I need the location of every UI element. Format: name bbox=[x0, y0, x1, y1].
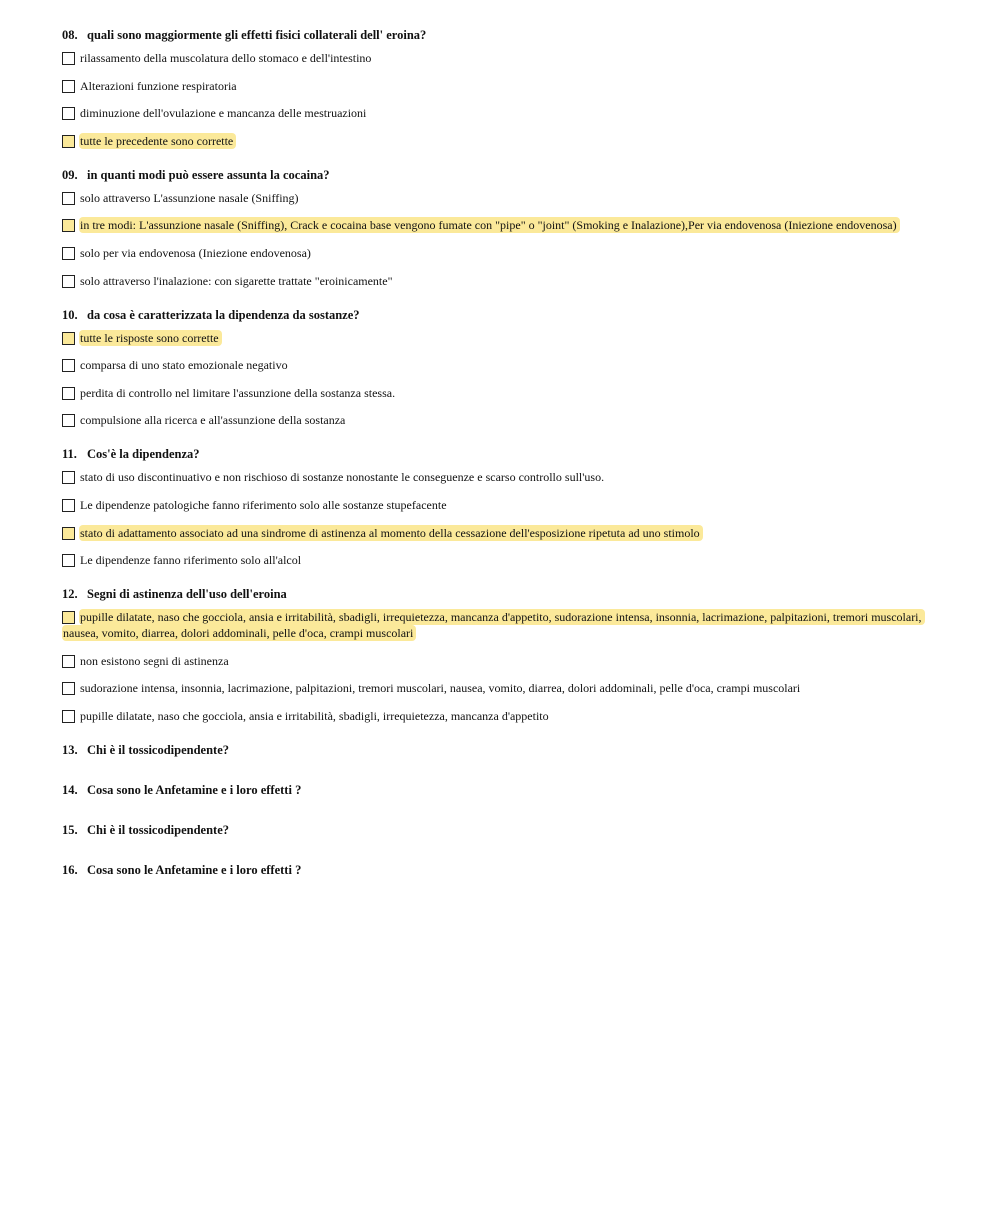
answer-checkbox[interactable] bbox=[62, 219, 75, 232]
question-block bbox=[62, 306, 942, 429]
answer-option[interactable] bbox=[62, 105, 942, 121]
answer-checkbox[interactable] bbox=[62, 332, 75, 345]
answer-checkbox[interactable] bbox=[62, 611, 75, 624]
answer-checkbox[interactable] bbox=[62, 135, 75, 148]
question-block bbox=[62, 26, 942, 149]
answer-label: stato di adattamento associato ad una sindrome di astinenza al momento della cessazione dell'esposizione ripetuta ad uno stimolo bbox=[79, 525, 703, 541]
answer-options bbox=[62, 190, 942, 289]
question-heading bbox=[62, 306, 942, 324]
answer-label: perdita di controllo nel limitare l'assunzione della sostanza stessa. bbox=[80, 385, 396, 400]
question-number: 14. bbox=[62, 782, 78, 797]
answer-option-highlighted[interactable] bbox=[62, 525, 942, 541]
answer-label: tutte le precedente sono corrette bbox=[79, 133, 236, 149]
answer-option-highlighted[interactable] bbox=[62, 133, 942, 149]
answer-option[interactable] bbox=[62, 190, 942, 206]
question-number: 09. bbox=[62, 167, 78, 182]
answer-option[interactable] bbox=[62, 497, 942, 513]
answer-checkbox[interactable] bbox=[62, 527, 75, 540]
answer-checkbox[interactable] bbox=[62, 710, 75, 723]
answer-label: non esistono segni di astinenza bbox=[80, 653, 229, 668]
answer-checkbox[interactable] bbox=[62, 80, 75, 93]
answer-checkbox[interactable] bbox=[62, 275, 75, 288]
answer-option[interactable] bbox=[62, 653, 942, 669]
answer-option-highlighted[interactable] bbox=[62, 330, 942, 346]
question-text: Chi è il tossicodipendente? bbox=[87, 822, 230, 837]
answer-options bbox=[62, 330, 942, 429]
question-number: 15. bbox=[62, 822, 78, 837]
question-text: quali sono maggiormente gli effetti fisici collaterali dell' eroina? bbox=[87, 28, 427, 42]
question-text: da cosa è caratterizzata la dipendenza da sostanze? bbox=[87, 307, 360, 322]
answer-option[interactable] bbox=[62, 469, 942, 485]
question-heading bbox=[62, 741, 942, 759]
answer-label: comparsa di uno stato emozionale negativo bbox=[80, 358, 288, 373]
question-text: Cos'è la dipendenza? bbox=[87, 447, 200, 462]
answer-option-highlighted[interactable] bbox=[62, 609, 942, 641]
answer-checkbox[interactable] bbox=[62, 52, 75, 65]
answer-checkbox[interactable] bbox=[62, 655, 75, 668]
answer-checkbox[interactable] bbox=[62, 107, 75, 120]
answer-checkbox[interactable] bbox=[62, 414, 75, 427]
answer-option[interactable] bbox=[62, 680, 942, 696]
question-block bbox=[62, 585, 942, 724]
question-block bbox=[62, 741, 942, 759]
question-text: Chi è il tossicodipendente? bbox=[87, 742, 230, 757]
question-block bbox=[62, 166, 942, 289]
answer-label: Alterazioni funzione respiratoria bbox=[80, 78, 237, 93]
answer-option[interactable] bbox=[62, 245, 942, 261]
question-text: Segni di astinenza dell'uso dell'eroina bbox=[87, 587, 287, 602]
answer-label: pupille dilatate, naso che gocciola, ansia e irritabilità, sbadigli, irrequietezza, mancanza d'appetito, sudorazione intensa, insonnia, lacrimazione, palpitazioni, tremori muscolari, nausea, vomito, diarrea, dolori addominali, pelle d'oca, crampi muscolari bbox=[62, 609, 925, 641]
question-block bbox=[62, 445, 942, 568]
answer-checkbox[interactable] bbox=[62, 359, 75, 372]
question-number: 10. bbox=[62, 307, 78, 322]
answer-option[interactable] bbox=[62, 357, 942, 373]
answer-label: Le dipendenze fanno riferimento solo all'alcol bbox=[80, 553, 302, 568]
answer-options bbox=[62, 609, 942, 724]
answer-option-highlighted[interactable] bbox=[62, 217, 942, 233]
question-heading bbox=[62, 26, 942, 44]
answer-label: solo per via endovenosa (Iniezione endovenosa) bbox=[80, 245, 311, 260]
question-block bbox=[62, 861, 942, 879]
question-block bbox=[62, 781, 942, 799]
answer-checkbox[interactable] bbox=[62, 682, 75, 695]
answer-checkbox[interactable] bbox=[62, 499, 75, 512]
answer-checkbox[interactable] bbox=[62, 247, 75, 260]
answer-option[interactable] bbox=[62, 50, 942, 66]
question-number: 13. bbox=[62, 742, 78, 757]
answer-label: stato di uso discontinuativo e non rischioso di sostanze nonostante le conseguenze e scarso controllo sull'uso. bbox=[80, 470, 605, 485]
answer-label: Le dipendenze patologiche fanno riferimento solo alle sostanze stupefacente bbox=[80, 497, 447, 512]
question-number: 12. bbox=[62, 587, 78, 602]
answer-label: solo attraverso l'inalazione: con sigarette trattate "eroinicamente" bbox=[80, 273, 393, 288]
question-heading bbox=[62, 585, 942, 603]
answer-option[interactable] bbox=[62, 708, 942, 724]
answer-checkbox[interactable] bbox=[62, 192, 75, 205]
answer-label: pupille dilatate, naso che gocciola, ansia e irritabilità, sbadigli, irrequietezza, mancanza d'appetito bbox=[80, 708, 549, 723]
answer-option[interactable] bbox=[62, 385, 942, 401]
answer-checkbox[interactable] bbox=[62, 387, 75, 400]
answer-option[interactable] bbox=[62, 552, 942, 568]
answer-checkbox[interactable] bbox=[62, 471, 75, 484]
question-block bbox=[62, 821, 942, 839]
answer-label: rilassamento della muscolatura dello stomaco e dell'intestino bbox=[80, 51, 372, 65]
answer-option[interactable] bbox=[62, 412, 942, 428]
question-text: Cosa sono le Anfetamine e i loro effetti ? bbox=[87, 782, 302, 797]
question-text: Cosa sono le Anfetamine e i loro effetti ? bbox=[87, 862, 302, 877]
answer-options bbox=[62, 469, 942, 568]
answer-label: compulsione alla ricerca e all'assunzione della sostanza bbox=[80, 413, 346, 428]
question-heading bbox=[62, 166, 942, 184]
question-text: in quanti modi può essere assunta la cocaina? bbox=[87, 167, 330, 182]
quiz-page bbox=[62, 26, 942, 901]
answer-label: sudorazione intensa, insonnia, lacrimazione, palpitazioni, tremori muscolari, nausea, vomito, diarrea, dolori addominali, pelle d'oca, crampi muscolari bbox=[80, 681, 801, 696]
question-heading bbox=[62, 861, 942, 879]
question-heading bbox=[62, 445, 942, 463]
answer-label: in tre modi: L'assunzione nasale (Sniffing), Crack e cocaina base vengono fumate con "pipe" o "joint" (Smoking e Inalazione),Per via endovenosa (Iniezione endovenosa) bbox=[79, 217, 900, 233]
question-heading bbox=[62, 821, 942, 839]
answer-checkbox[interactable] bbox=[62, 554, 75, 567]
answer-label: tutte le risposte sono corrette bbox=[79, 330, 222, 346]
question-number: 11. bbox=[62, 447, 77, 462]
answer-options bbox=[62, 50, 942, 149]
answer-label: diminuzione dell'ovulazione e mancanza delle mestruazioni bbox=[80, 106, 367, 121]
question-number: 08. bbox=[62, 28, 78, 42]
question-number: 16. bbox=[62, 862, 78, 877]
answer-option[interactable] bbox=[62, 78, 942, 94]
answer-option[interactable] bbox=[62, 273, 942, 289]
answer-label: solo attraverso L'assunzione nasale (Sniffing) bbox=[80, 190, 299, 205]
question-heading bbox=[62, 781, 942, 799]
